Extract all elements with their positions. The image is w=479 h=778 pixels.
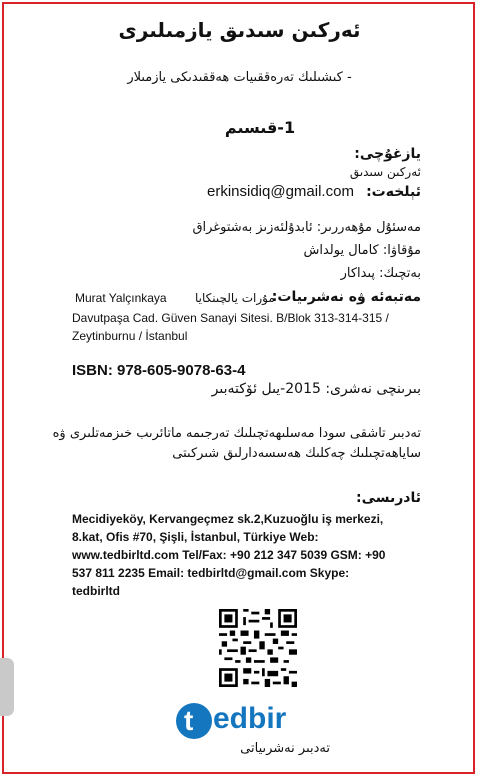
tedbir-logo-icon	[176, 703, 212, 739]
logo-subtitle: تەدبىر نەشرىياتى	[240, 741, 330, 756]
section-number: 1-قىسىم	[224, 118, 296, 137]
editor-line: مەسئۇل مۇھەررىر: ئابدۇلئەزىز بەشتوغراق	[192, 220, 421, 235]
isbn: ISBN: 978-605-9078-63-4	[72, 362, 246, 379]
publisher-desc-2: ساياھەتچىلىك چەكلىك ھەسسەدارلىق شىركىتى	[172, 446, 421, 461]
book-title: ئەركىن سىدىق يازمىلىرى	[118, 18, 361, 42]
publisher-desc-1: تەدبىر تاشقى سودا مەسلىھەتچىلىك تەرجىمە ماتائرىب خىزمەتلىرى ۋە	[52, 426, 421, 441]
logo-letter: t	[184, 705, 194, 736]
logo-wordmark: edbir	[213, 702, 287, 735]
address-label: ئادرىسى:	[355, 490, 421, 506]
printing-address-1: Davutpaşa Cad. Güven Sanayi Sitesi. B/Blok 313-314-315 /	[72, 311, 389, 325]
qr-code-icon	[219, 609, 297, 687]
author-name: ئەركىن سىدىق	[349, 165, 421, 179]
address-text: Mecidiyeköy, Kervangeçmez sk.2,Kuzuoğlu iş merkezi, 8.kat, Ofis #70, Şişli, İstanbul, Türkiye Web: www.tedbirltd.com Tel/Fax: +90 212 347 5039 GSM: +90 537 811 2235 Email: tedbirltd@gmail.com Skype: tedbirltd	[72, 512, 386, 598]
email-value: erkinsidiq@gmail.com	[207, 183, 354, 200]
typesetter-line: بەتچىك: پىداكار	[340, 266, 421, 281]
cover-designer-line: مۇقاۋا: كامال يولداش	[303, 243, 421, 258]
printing-address-2: Zeytinburnu / İstanbul	[72, 329, 188, 343]
author-label: يازغۇچى:	[354, 146, 421, 162]
printing-name-latin: Murat Yalçınkaya	[75, 291, 167, 305]
book-subtitle: - كىشىلىك تەرەققىيات ھەققىدىكى يازمىلار	[127, 70, 352, 85]
edition-line: بىرىنچى نەشرى: 2015-يىل ئۆكتەبىر	[211, 381, 421, 397]
email-label: ئېلخەت:	[366, 184, 421, 200]
printing-name-ug: مۇرات يالچىنكايا	[195, 291, 275, 305]
printing-label: مەتبەئە ۋە نەشرىيات:	[271, 289, 421, 305]
